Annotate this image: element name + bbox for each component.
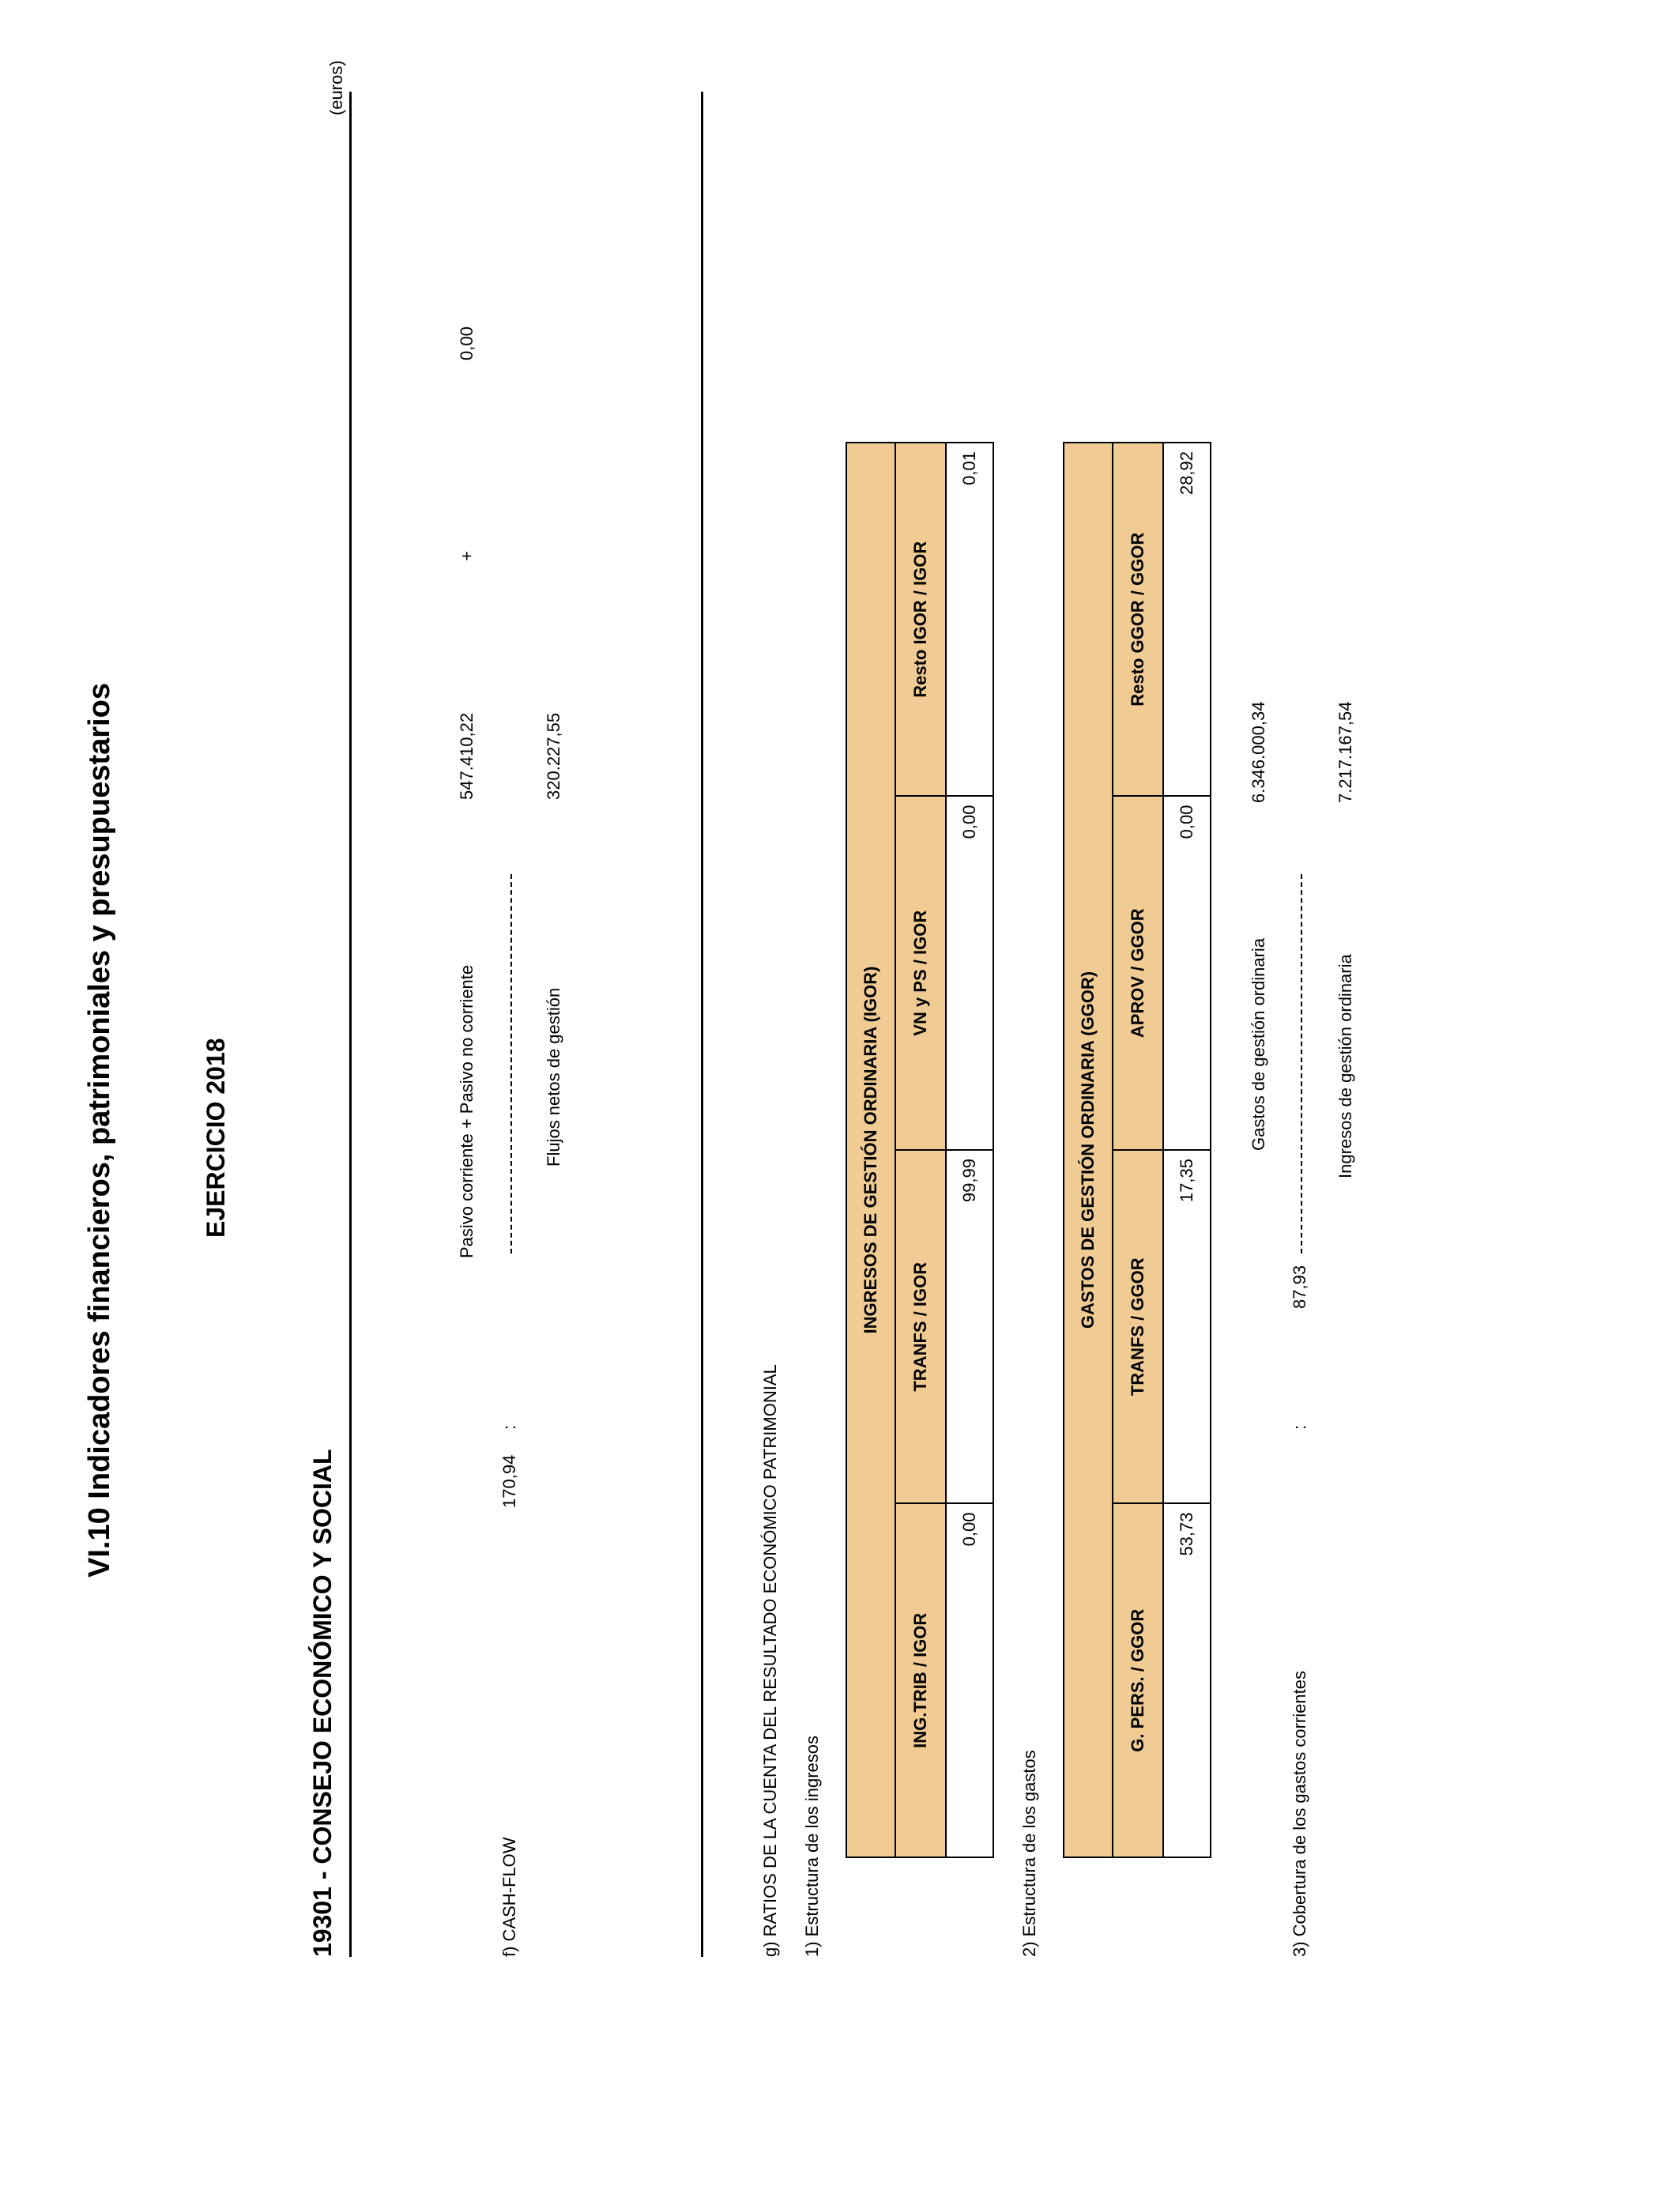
income-value-cell: 0,01 bbox=[946, 443, 993, 797]
section-g-heading: g) RATIOS DE LA CUENTA DEL RESULTADO ECONÓMICO PATRIMONIAL bbox=[760, 1364, 780, 1957]
income-col-header: TRANFS / IGOR bbox=[895, 1150, 946, 1504]
cash-flow-denominator-value: 320.227,55 bbox=[544, 712, 563, 800]
coverage-numerator-value: 6.346.000,34 bbox=[1249, 701, 1268, 803]
expense-ratio-table bbox=[1063, 442, 1211, 1858]
income-col-header: VN y PS / IGOR bbox=[895, 797, 946, 1151]
cash-flow-plus: + bbox=[457, 551, 477, 561]
expense-col-header: TRANFS / GGOR bbox=[1113, 1150, 1163, 1504]
income-table-title: INGRESOS DE GESTIÓN ORDINARIA (IGOR) bbox=[846, 443, 895, 1857]
cash-flow-extra-value: 0,00 bbox=[457, 326, 477, 360]
section-rule bbox=[701, 92, 703, 1957]
coverage-label: 3) Cobertura de los gastos corrientes bbox=[1290, 1671, 1309, 1957]
expense-structure-label: 2) Estructura de los gastos bbox=[1019, 1750, 1039, 1957]
coverage-fraction-line bbox=[1301, 874, 1302, 1253]
cash-flow-value: 170,94 bbox=[499, 1454, 519, 1508]
cash-flow-label: f) CASH-FLOW bbox=[499, 1837, 519, 1957]
coverage-denominator-label: Ingresos de gestión ordinaria bbox=[1335, 954, 1355, 1178]
exercise-year: EJERCICIO 2018 bbox=[202, 1038, 230, 1238]
coverage-numerator-label: Gastos de gestión ordinaria bbox=[1249, 937, 1268, 1151]
expense-value-cell: 53,73 bbox=[1163, 1504, 1211, 1858]
expense-value-cell: 28,92 bbox=[1163, 443, 1211, 797]
income-structure-label: 1) Estructura de los ingresos bbox=[802, 1735, 822, 1957]
expense-value-cell: 17,35 bbox=[1163, 1150, 1211, 1504]
income-col-header: ING.TRIB / IGOR bbox=[895, 1504, 946, 1858]
expense-col-header: Resto GGOR / GGOR bbox=[1113, 443, 1163, 797]
cash-flow-denominator-label: Flujos netos de gestión bbox=[544, 987, 563, 1167]
coverage-colon: : bbox=[1290, 1424, 1309, 1430]
cash-flow-fraction-line bbox=[510, 874, 512, 1253]
expense-value-cell: 0,00 bbox=[1163, 797, 1211, 1151]
coverage-denominator-value: 7.217.167,54 bbox=[1335, 701, 1355, 803]
currency-note: (euros) bbox=[326, 60, 346, 115]
coverage-value: 87,93 bbox=[1290, 1265, 1309, 1309]
header-rule bbox=[349, 92, 352, 1957]
cash-flow-numerator-label: Pasivo corriente + Pasivo no corriente bbox=[457, 964, 477, 1258]
expense-col-header: G. PERS. / GGOR bbox=[1113, 1504, 1163, 1858]
income-value-cell: 0,00 bbox=[946, 1504, 993, 1858]
expense-table-title: GASTOS DE GESTIÓN ORDINARIA (GGOR) bbox=[1064, 443, 1113, 1857]
organization-title: 19301 - CONSEJO ECONÓMICO Y SOCIAL bbox=[308, 1449, 337, 1957]
page-title: VI.10 Indicadores financieros, patrimoniales y presupuestarios bbox=[83, 683, 116, 1578]
expense-col-header: APROV / GGOR bbox=[1113, 797, 1163, 1151]
income-value-cell: 99,99 bbox=[946, 1150, 993, 1504]
income-value-cell: 0,00 bbox=[946, 797, 993, 1151]
income-col-header: Resto IGOR / IGOR bbox=[895, 443, 946, 797]
cash-flow-colon: : bbox=[499, 1424, 519, 1430]
cash-flow-numerator-value: 547.410,22 bbox=[457, 712, 477, 800]
income-ratio-table bbox=[846, 442, 994, 1858]
